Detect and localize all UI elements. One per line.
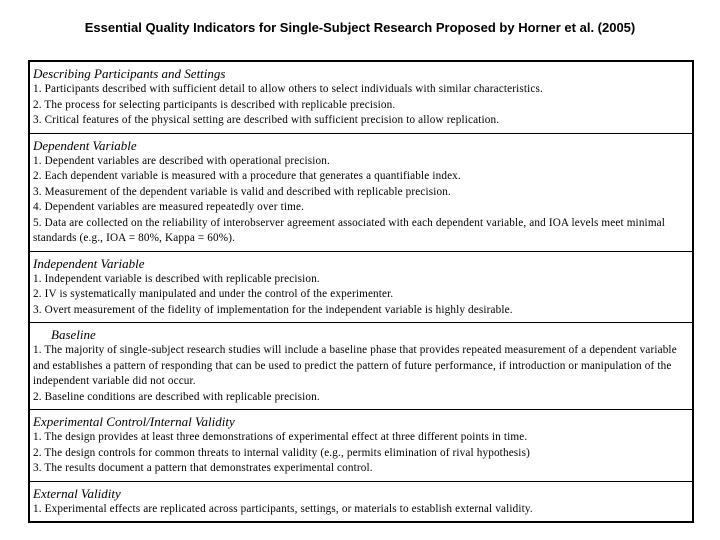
section-dependent-variable [30,134,692,252]
list-item: 1. The design provides at least three demonstrations of experimental effect at three different points in time. [33,431,528,443]
list-item: 1. Independent variable is described with replicable precision. [33,272,320,285]
quality-indicators-table [28,60,694,523]
section-heading: Baseline [51,327,96,342]
list-item: 3. Measurement of the dependent variable is valid and described with replicable precision. [33,185,451,198]
section-external-validity [30,482,692,522]
list-item: 2. The process for selecting participants is described with replicable precision. [33,98,396,111]
section-independent-variable [30,252,692,324]
section-participants-settings [30,62,692,134]
list-item: 1. Dependent variables are described with operational precision. [33,154,330,167]
list-item: 1. Experimental effects are replicated across participants, settings, or materials to establish external validity. [33,502,533,515]
section-heading: Experimental Control/Internal Validity [33,414,235,429]
page-title: Essential Quality Indicators for Single-Subject Research Proposed by Horner et al. (2005) [84,20,636,35]
list-item: 1. Participants described with sufficient detail to allow others to select individuals with similar characteristics. [33,83,543,95]
list-item: 4. Dependent variables are measured repeatedly over time. [33,201,305,213]
section-baseline [30,323,692,410]
list-item: 3. Critical features of the physical setting are described with sufficient precision to allow replication. [33,114,500,126]
list-item: 2. The design controls for common threats to internal validity (e.g., permits elimination of rival hypothesis) [33,446,530,459]
list-item: 5. Data are collected on the reliability of interobserver agreement associated with each dependent variable, and IOA levels meet minimal standards (e.g., IOA = 80%, Kappa = 60%). [33,216,666,244]
section-experimental-control [30,410,692,482]
list-item: 1. The majority of single-subject research studies will include a baseline phase that provides repeated measurement of a dependent variable and establishes a pattern of responding that can be used to predict the pattern of future performance, if introduction or manipulation of the independent variable did not occur. [33,344,677,387]
list-item: 2. Each dependent variable is measured with a procedure that generates a quantifiable index. [33,170,461,182]
section-heading: Dependent Variable [33,137,137,153]
section-heading: Independent Variable [33,255,145,271]
list-item: 3. Overt measurement of the fidelity of implementation for the independent variable is highly desirable. [33,303,513,316]
list-item: 2. Baseline conditions are described with replicable precision. [33,390,320,403]
section-heading: External Validity [33,485,121,501]
section-heading: Describing Participants and Settings [33,66,226,81]
list-item: 2. IV is systematically manipulated and under the control of the experimenter. [33,288,394,300]
list-item: 3. The results document a pattern that demonstrates experimental control. [33,462,373,474]
